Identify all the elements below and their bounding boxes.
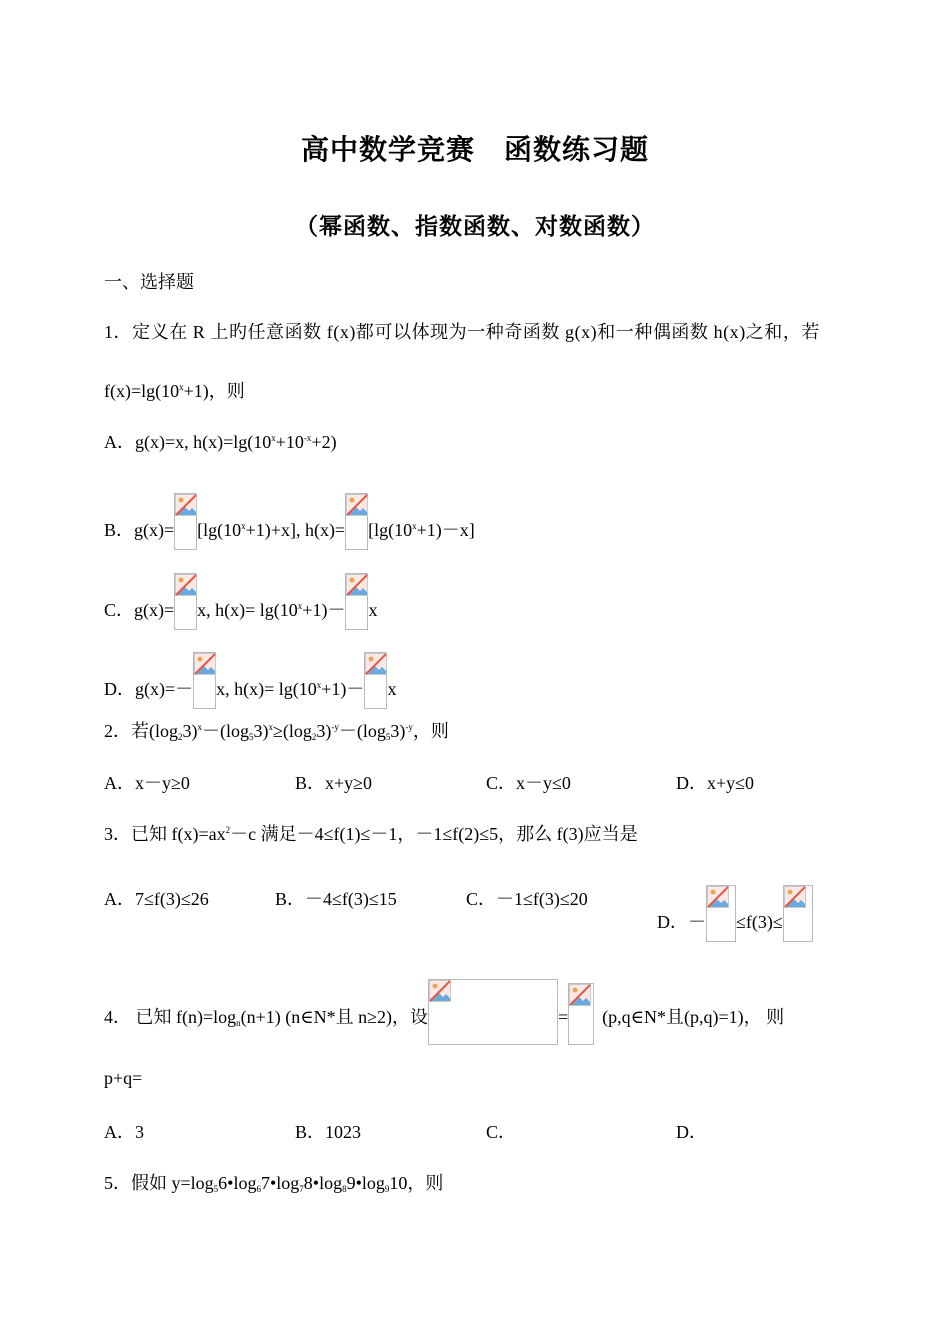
q1-option-b: B．g(x)= $[\lg(10^x+1)+x]$, h(x)= $[\lg(10^x+1)-x]$ <box>104 493 475 550</box>
broken-image-icon <box>345 573 368 630</box>
q4-option-b: B．1023 <box>295 1122 362 1142</box>
broken-image-icon <box>174 493 197 550</box>
q2-option-b: B．x+y≥0 <box>295 773 373 793</box>
q3-option-b: B．－4≤f(3)≤15 <box>275 889 397 909</box>
q5-stem: 5．假如 $y=\log_56•\log_67•\log_78•\log_89•\log_910$，则 <box>104 1173 444 1194</box>
q4-option-c: C． <box>486 1122 517 1142</box>
broken-image-icon <box>174 573 197 630</box>
q2-option-d: D．x+y≤0 <box>676 773 755 793</box>
broken-image-icon <box>568 983 594 1045</box>
q1-stem-line1: 1．定义在 R 上旳任意函数 f(x)都可以体现为一种奇函数 g(x)和一种偶函数 h(x)之和，若 <box>104 322 820 342</box>
q3-option-a: A．7≤f(3)≤26 <box>104 889 209 909</box>
q3-option-d: D．－ ≤f(3)≤ <box>657 885 813 942</box>
section-heading: 一、选择题 <box>104 272 194 292</box>
q1-option-a: A．g(x)=x, $h(x)=\lg(10^x+10^{-x}+2)$ <box>104 432 337 452</box>
document-title: 高中数学竞赛 函数练习题 <box>300 135 649 166</box>
q4-stem-line2: p+q= <box>104 1068 143 1088</box>
q3-option-c: C．－1≤f(3)≤20 <box>466 889 588 909</box>
broken-image-icon <box>428 979 558 1045</box>
q2-option-a: A．x－y≥0 <box>104 773 190 793</box>
broken-image-icon <box>706 885 736 942</box>
broken-image-icon <box>364 652 387 709</box>
q3-stem: 3．已知 $f(x)=ax^2-c$ 满足－4≤f(1)≤－1，－1≤f(2)≤5，那么 f(3)应当是 <box>104 824 638 844</box>
q2-option-c: C．x－y≤0 <box>486 773 571 793</box>
q1-stem-line2: $f(x)=\lg(10^x+1)$，则 <box>104 381 245 401</box>
q1-option-d: D．g(x)=－ x, $h(x)= \lg(10^x+1)-$ x <box>104 652 396 709</box>
broken-image-icon <box>783 885 813 942</box>
q1-option-c: C．g(x)= x, $h(x)= \lg(10^x+1)-$ x <box>104 573 377 630</box>
broken-image-icon <box>193 652 216 709</box>
document-subtitle: （幂函数、指数函数、对数函数） <box>295 214 655 239</box>
broken-image-icon <box>345 493 368 550</box>
q2-stem: 2．若$(\log_23)^x-(\log_53)^x\ge(\log_23)^{-y}-(\log_53)^{-y}$，则 <box>104 721 449 742</box>
q4-stem: 4． 已知 $f(n)=\log_n(n+1)$ (n∈N*且 n≥2)，设 = (p,q∈N*且(p,q)=1)， 则 <box>104 979 784 1045</box>
q4-option-d: D． <box>676 1122 707 1142</box>
q4-option-a: A．3 <box>104 1122 144 1142</box>
